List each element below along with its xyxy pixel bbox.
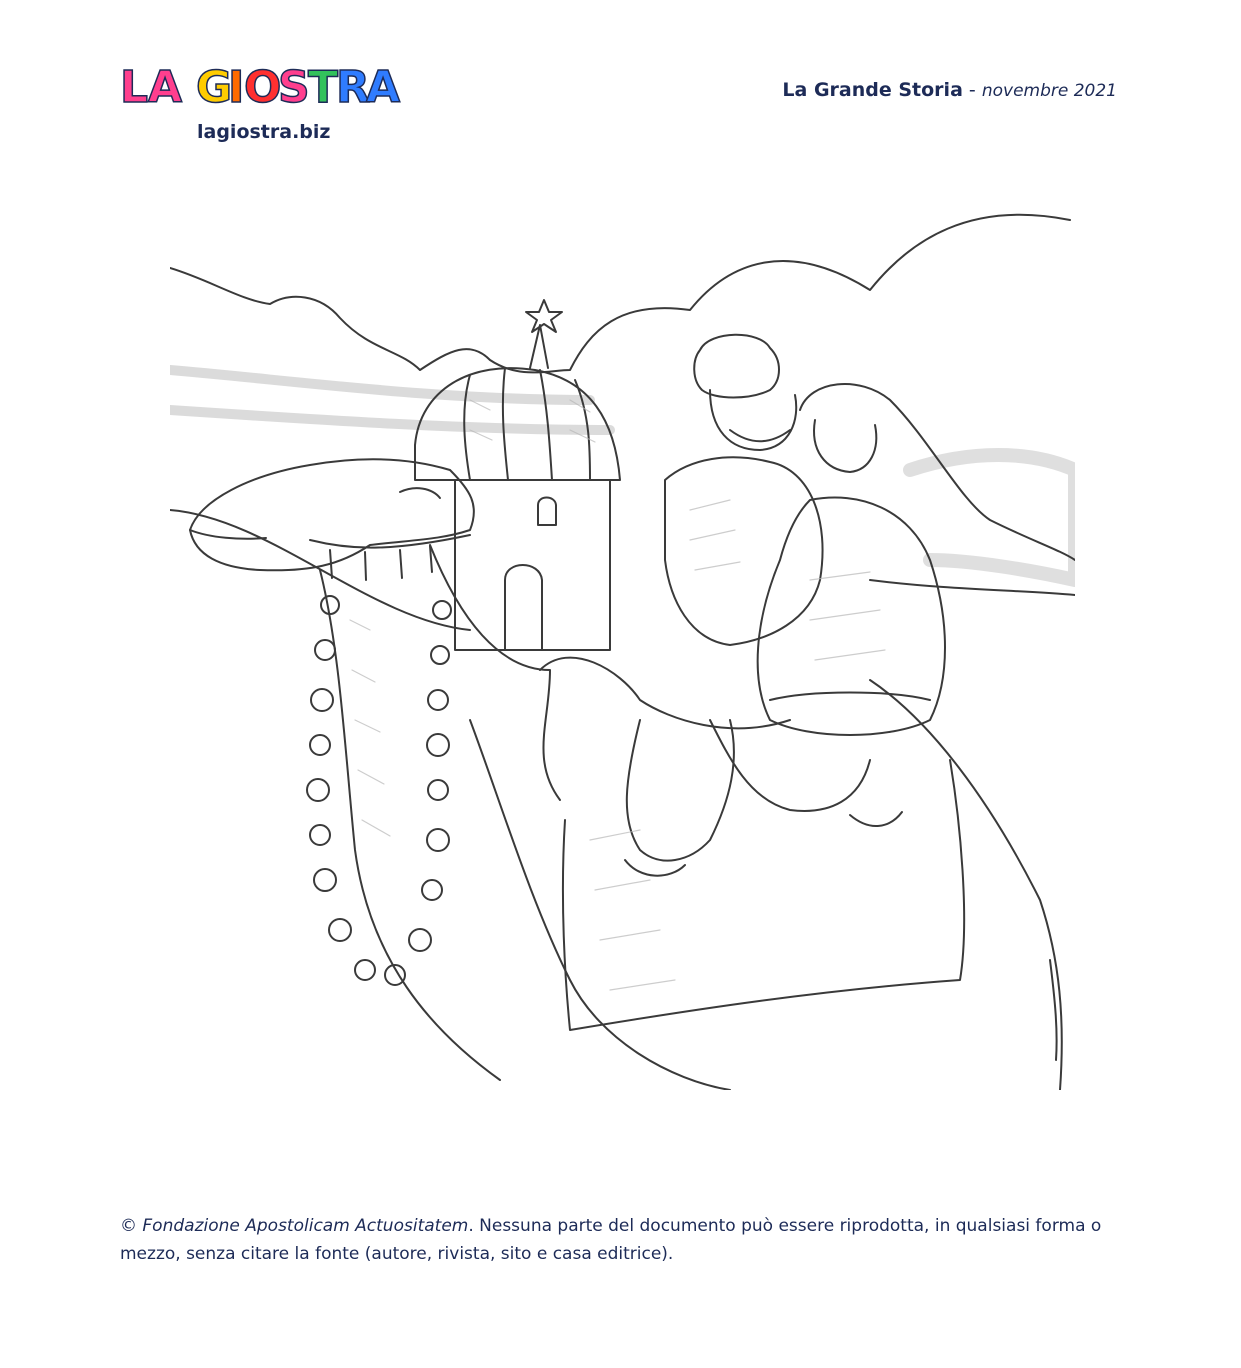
bead-necklace xyxy=(307,596,451,985)
site-url[interactable]: lagiostra.biz xyxy=(197,121,331,143)
copyright-notice xyxy=(120,1212,1120,1268)
svg-text:I: I xyxy=(228,62,245,112)
horizon-line xyxy=(170,510,1075,630)
camel-bridle xyxy=(310,535,470,580)
rider-pants xyxy=(710,720,870,811)
man-legs xyxy=(627,720,734,861)
man-body xyxy=(665,457,823,645)
title-separator: - xyxy=(962,79,982,101)
woman-dress-trim xyxy=(770,693,930,701)
svg-text:R: R xyxy=(336,62,370,112)
right-hill xyxy=(910,455,1075,580)
camel-tail xyxy=(1050,960,1057,1060)
star-icon xyxy=(526,300,562,332)
camel-body xyxy=(470,680,1062,1090)
woman-dress xyxy=(758,498,945,736)
svg-text:A: A xyxy=(366,62,401,112)
copyright-text: . Nessuna parte del documento può essere riprodotta, in qualsiasi forma o mezzo, senza citare la fonte (autore, rivista, sito e casa editrice). xyxy=(120,1216,1102,1264)
building-window xyxy=(538,498,556,526)
issue-date: novembre 2021 xyxy=(981,81,1117,101)
camel-eye xyxy=(400,488,440,498)
illustration-camel-riders xyxy=(170,200,1075,1090)
copyright-source: © Fondazione Apostolicam Actuositatem xyxy=(120,1216,469,1236)
svg-text:S: S xyxy=(278,62,310,112)
woman-face xyxy=(814,420,876,472)
camel-hump xyxy=(540,658,790,729)
brand-logo xyxy=(118,58,408,112)
publication-title: La Grande Storia xyxy=(782,79,963,101)
man-turban xyxy=(694,335,779,398)
svg-text:O: O xyxy=(244,62,282,112)
svg-text:T: T xyxy=(308,62,339,112)
man-shoe xyxy=(625,860,685,876)
woman-hair xyxy=(800,384,1075,560)
cloud-outline xyxy=(170,215,1070,373)
man-beard xyxy=(730,430,790,441)
building-door xyxy=(505,565,542,650)
svg-text:A: A xyxy=(148,62,183,112)
svg-text:L: L xyxy=(120,62,149,112)
svg-text:G: G xyxy=(196,62,233,112)
woman-shoe xyxy=(850,812,902,826)
header-title xyxy=(782,79,1117,101)
saddle-blanket xyxy=(563,760,964,1030)
building-wall xyxy=(455,480,610,650)
